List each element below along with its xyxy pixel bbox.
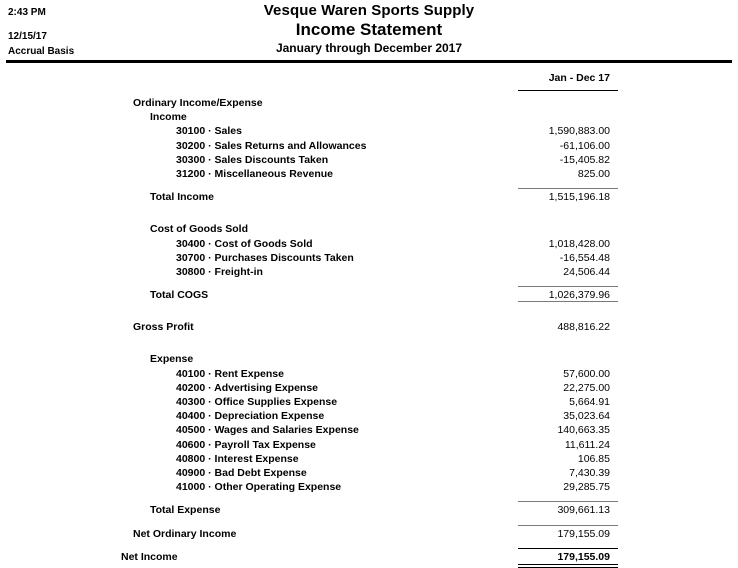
row-label: 30400 · Cost of Goods Sold [176, 237, 313, 250]
subtotal-rule [518, 525, 618, 526]
account-row [0, 452, 738, 466]
row-amount: -61,106.00 [559, 139, 610, 152]
report-title: Income Statement [295, 20, 443, 39]
row-label: 40300 · Office Supplies Expense [176, 396, 338, 408]
account-row [0, 367, 738, 381]
spacer [0, 279, 738, 288]
subsection-header-row [0, 352, 738, 366]
net-ordinary-income-row [0, 527, 738, 541]
spacer [0, 204, 738, 213]
spacer [0, 181, 738, 190]
row-amount: 1,590,883.00 [548, 125, 610, 138]
gross-profit-row [0, 320, 738, 334]
row-amount: -16,554.48 [559, 251, 610, 264]
account-row [0, 466, 738, 480]
total-cogs-row [0, 288, 738, 302]
row-label: Gross Profit [133, 321, 194, 334]
subsection-header-row [0, 110, 738, 124]
subtotal-rule [518, 501, 618, 502]
account-row [0, 265, 738, 279]
row-amount: 488,816.22 [557, 321, 610, 334]
row-amount: 179,155.09 [557, 527, 610, 540]
row-amount: 5,664.91 [569, 396, 610, 408]
row-amount: 35,023.64 [563, 410, 610, 423]
row-amount: 57,600.00 [563, 367, 610, 380]
net-income-row [0, 550, 738, 564]
row-label: 40100 · Rent Expense [176, 367, 284, 380]
spacer [0, 213, 738, 222]
report-header [0, 0, 738, 58]
row-amount: 7,430.39 [569, 466, 610, 479]
subtotal-rule [518, 286, 618, 287]
company-name: Vesque Waren Sports Supply [263, 2, 475, 19]
row-label: Total Expense [150, 504, 221, 517]
row-amount: 1,026,379.96 [548, 289, 610, 302]
subtotal-rule [518, 188, 618, 189]
account-row [0, 480, 738, 494]
row-amount: 179,155.09 [557, 550, 610, 563]
row-label: Total COGS [150, 289, 209, 302]
row-amount: 22,275.00 [563, 381, 610, 394]
row-label: Expense [150, 353, 194, 366]
account-row [0, 153, 738, 167]
row-label: Total Income [150, 191, 214, 204]
spacer [0, 343, 738, 352]
row-amount: 309,661.13 [557, 504, 610, 517]
account-row [0, 409, 738, 423]
account-row [0, 395, 738, 409]
row-amount: 825.00 [577, 167, 610, 180]
row-label: 40600 · Payroll Tax Expense [176, 438, 316, 451]
print-time: 2:43 PM [8, 7, 46, 18]
account-row [0, 251, 738, 265]
row-label: 31200 · Miscellaneous Revenue [176, 167, 333, 180]
row-label: 30300 · Sales Discounts Taken [176, 153, 329, 166]
row-label: 40900 · Bad Debt Expense [176, 466, 307, 479]
account-row [0, 438, 738, 452]
column-header-rule [518, 90, 618, 91]
section-header-row [0, 96, 738, 110]
report-period: January through December 2017 [275, 41, 463, 55]
account-row [0, 167, 738, 181]
total-income-row [0, 190, 738, 204]
row-amount: 1,018,428.00 [548, 237, 610, 250]
row-label: 40400 · Depreciation Expense [176, 410, 325, 423]
account-row [0, 423, 738, 437]
row-amount: 1,515,196.18 [548, 191, 610, 204]
statement-body [0, 96, 738, 564]
spacer [0, 311, 738, 320]
account-row [0, 237, 738, 251]
spacer [0, 494, 738, 503]
row-label: 40800 · Interest Expense [176, 452, 299, 465]
row-label: Ordinary Income/Expense [133, 97, 263, 109]
header-divider [6, 60, 732, 63]
spacer [0, 541, 738, 550]
grand-total-double-rule [518, 564, 618, 568]
spacer [0, 302, 738, 311]
row-label: Income [150, 111, 187, 124]
row-label: 30700 · Purchases Discounts Taken [176, 251, 354, 264]
row-amount: 24,506.44 [563, 265, 610, 278]
row-label: 30200 · Sales Returns and Allowances [176, 139, 367, 152]
row-label: Cost of Goods Sold [150, 223, 248, 236]
spacer [0, 334, 738, 343]
row-amount: -15,405.82 [559, 153, 610, 166]
account-row [0, 381, 738, 395]
accounting-basis: Accrual Basis [8, 46, 75, 57]
row-label: 40200 · Advertising Expense [176, 381, 319, 394]
row-label: 30800 · Freight-in [176, 265, 263, 278]
account-row [0, 139, 738, 153]
column-header [0, 72, 738, 92]
row-label: Net Ordinary Income [133, 527, 237, 540]
row-label: 41000 · Other Operating Expense [176, 481, 342, 494]
row-amount: 106.85 [577, 452, 610, 465]
subsection-header-row [0, 222, 738, 236]
row-amount: 140,663.35 [557, 424, 610, 437]
total-expense-row [0, 503, 738, 517]
total-rule [518, 548, 618, 549]
column-header-label: Jan - Dec 17 [548, 72, 610, 84]
row-amount: 11,611.24 [564, 438, 610, 451]
row-label: 40500 · Wages and Salaries Expense [176, 424, 359, 437]
row-label: 30100 · Sales [176, 125, 242, 138]
account-row [0, 124, 738, 138]
row-amount: 29,285.75 [563, 481, 610, 494]
print-date: 12/15/17 [8, 31, 47, 42]
report-titles [0, 1, 738, 56]
row-label: Net Income [121, 550, 178, 563]
spacer [0, 518, 738, 527]
